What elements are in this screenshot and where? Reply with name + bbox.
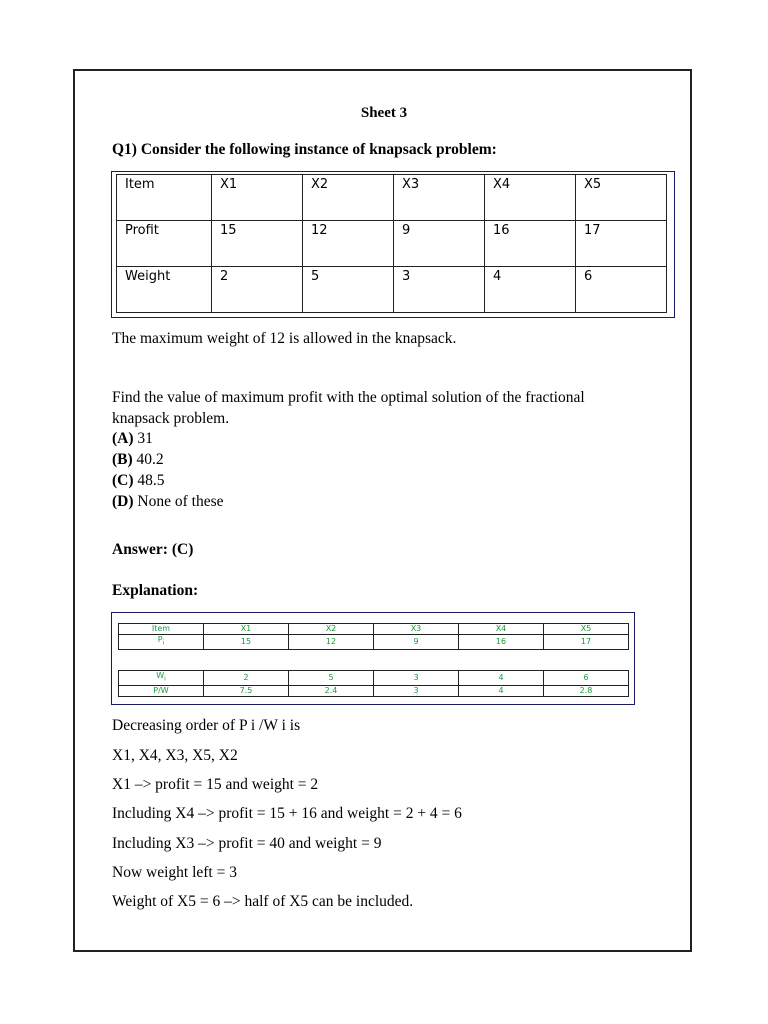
table-cell: 3	[374, 685, 459, 696]
table-cell: 4	[459, 685, 544, 696]
subscript: i	[164, 675, 166, 683]
table-cell: Item	[117, 175, 212, 221]
table-cell: 5	[303, 267, 394, 313]
table-cell	[119, 671, 204, 686]
explanation-line: Including X4 –> profit = 15 + 16 and weight = 2 + 4 = 6	[112, 805, 462, 822]
table-cell: 15	[212, 221, 303, 267]
table-cell: 4	[459, 671, 544, 686]
table-row	[119, 635, 629, 650]
option-text: 40.2	[132, 451, 164, 468]
explanation-line: X1, X4, X3, X5, X2	[112, 747, 238, 764]
option-text: 48.5	[133, 472, 165, 489]
option-c	[112, 471, 165, 491]
table-cell: X2	[303, 175, 394, 221]
table-cell: P/W	[119, 685, 204, 696]
knapsack-table	[116, 174, 667, 313]
table-cell: 5	[289, 671, 374, 686]
table-cell: 17	[544, 635, 629, 650]
explanation-heading: Explanation:	[112, 582, 199, 599]
explanation-table-bottom	[118, 670, 629, 697]
table-cell: X1	[212, 175, 303, 221]
option-label: (B)	[112, 451, 133, 468]
table-row	[117, 221, 667, 267]
table-cell: X5	[544, 624, 629, 635]
table-cell: X4	[485, 175, 576, 221]
table-cell: 2.8	[544, 685, 629, 696]
table-cell: X4	[459, 624, 544, 635]
explanation-line: Weight of X5 = 6 –> half of X5 can be included.	[112, 893, 414, 910]
question-line-2: knapsack problem.	[112, 410, 230, 427]
table-cell: Weight	[117, 267, 212, 313]
option-text: 31	[133, 430, 153, 447]
question-heading: Q1) Consider the following instance of knapsack problem:	[112, 141, 497, 158]
table-cell: 15	[204, 635, 289, 650]
table-cell: 9	[394, 221, 485, 267]
question-line-1: Find the value of maximum profit with the optimal solution of the fractional	[112, 389, 585, 406]
table-cell: X3	[394, 175, 485, 221]
table-cell: 4	[485, 267, 576, 313]
option-b	[112, 450, 164, 470]
table-cell: 6	[576, 267, 667, 313]
table-cell: 16	[485, 221, 576, 267]
option-d	[112, 492, 224, 512]
table-row	[119, 624, 629, 635]
table-row	[119, 671, 629, 686]
answer: Answer: (C)	[112, 541, 194, 558]
option-label: (D)	[112, 493, 134, 510]
table-cell: 6	[544, 671, 629, 686]
table-cell: X2	[289, 624, 374, 635]
cell-text: W	[156, 671, 165, 680]
table-cell: 7.5	[204, 685, 289, 696]
explanation-line: Decreasing order of P i /W i is	[112, 717, 301, 734]
subscript: i	[162, 639, 165, 647]
table-cell: X1	[204, 624, 289, 635]
table-cell: 9	[374, 635, 459, 650]
table-cell: X3	[374, 624, 459, 635]
explanation-line: Including X3 –> profit = 40 and weight = 9	[112, 835, 382, 852]
option-label: (C)	[112, 472, 134, 489]
table-cell: 2.4	[289, 685, 374, 696]
table-cell: 2	[204, 671, 289, 686]
table-cell: 17	[576, 221, 667, 267]
table-cell: X5	[576, 175, 667, 221]
max-weight-text: The maximum weight of 12 is allowed in the knapsack.	[112, 330, 457, 347]
table-cell: 2	[212, 267, 303, 313]
explanation-table-top	[118, 623, 629, 650]
explanation-line: Now weight left = 3	[112, 864, 237, 881]
table-cell	[119, 635, 204, 650]
explanation-line: X1 –> profit = 15 and weight = 2	[112, 776, 319, 793]
table-row	[117, 175, 667, 221]
page-title: Sheet 3	[360, 105, 408, 121]
table-row	[119, 685, 629, 696]
table-cell: 3	[374, 671, 459, 686]
cell-text: P	[157, 635, 163, 644]
option-text: None of these	[133, 493, 224, 510]
table-cell: 12	[303, 221, 394, 267]
table-row	[117, 267, 667, 313]
table-cell: 16	[459, 635, 544, 650]
table-cell: Item	[119, 624, 204, 635]
table-cell: 12	[289, 635, 374, 650]
table-cell: Profit	[117, 221, 212, 267]
option-label: (A)	[112, 430, 134, 447]
option-a	[112, 429, 153, 449]
table-cell: 3	[394, 267, 485, 313]
